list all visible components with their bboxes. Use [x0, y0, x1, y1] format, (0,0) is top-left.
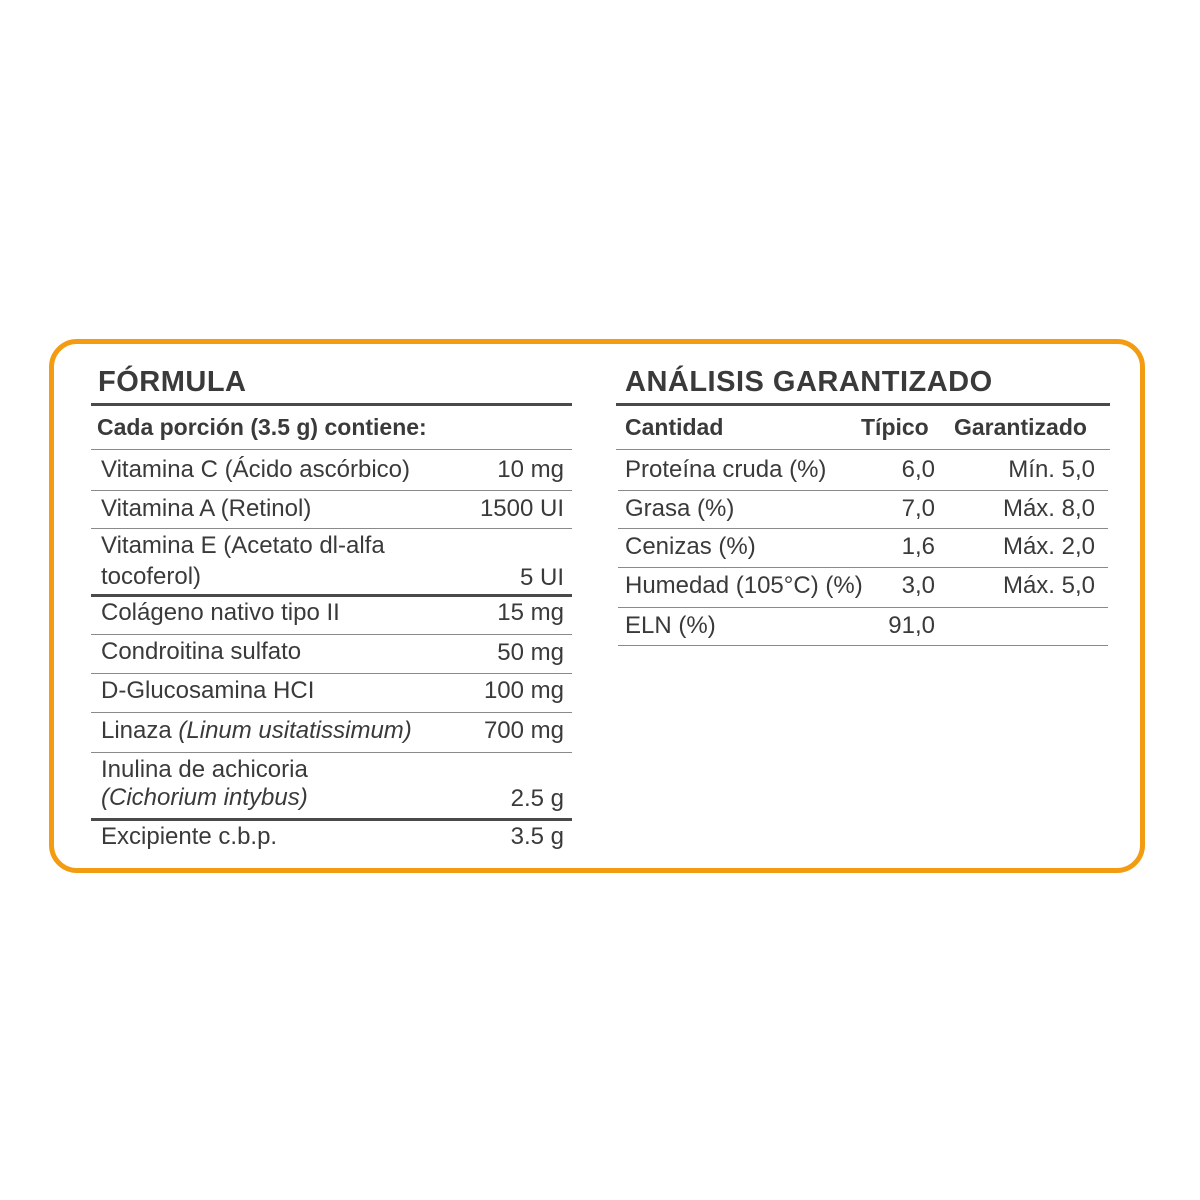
formula-row-value: 15 mg — [497, 599, 564, 626]
analysis-typical: 1,6 — [901, 533, 935, 560]
analysis-typical: 6,0 — [901, 456, 935, 483]
formula-row-value: 700 mg — [483, 717, 564, 744]
formula-row-label-cont: tocoferol) — [101, 563, 202, 590]
formula-title: FÓRMULA — [98, 366, 247, 398]
formula-row — [101, 532, 564, 592]
formula-row-value: 100 mg — [483, 677, 564, 704]
divider-thick — [91, 594, 572, 597]
divider — [618, 607, 1108, 608]
formula-row-label: D-Glucosamina HCI — [101, 677, 315, 704]
formula-row — [101, 495, 564, 525]
formula-row — [101, 599, 564, 629]
analysis-name: Grasa (%) — [625, 495, 735, 522]
column-header-quantity: Cantidad — [625, 414, 724, 440]
column-header-typical: Típico — [861, 414, 929, 440]
divider — [618, 490, 1108, 491]
analysis-name: ELN (%) — [625, 612, 716, 639]
formula-row — [101, 823, 564, 853]
formula-row-label: Vitamina C (Ácido ascórbico) — [101, 456, 411, 483]
formula-row-label: Inulina de achicoria — [101, 756, 308, 783]
divider — [91, 449, 572, 450]
formula-row-label-italic: (Cichorium intybus) — [101, 784, 308, 811]
formula-row-value: 1500 UI — [479, 495, 564, 522]
divider — [91, 490, 572, 491]
formula-row — [101, 677, 564, 707]
formula-row-label: Colágeno nativo tipo II — [101, 599, 340, 626]
analysis-guaranteed: Mín. 5,0 — [1008, 456, 1095, 483]
divider — [618, 567, 1108, 568]
analysis-guaranteed: Máx. 8,0 — [1002, 495, 1095, 522]
formula-row-value: 50 mg — [497, 639, 564, 666]
analysis-name: Humedad (105°C) (%) — [625, 572, 863, 599]
divider — [91, 634, 572, 635]
formula-subtitle: Cada porción (3.5 g) contiene: — [97, 414, 427, 440]
formula-row — [101, 756, 564, 816]
divider — [91, 712, 572, 713]
formula-row-label: Vitamina A (Retinol) — [101, 495, 312, 522]
divider — [618, 528, 1108, 529]
formula-row-label: Condroitina sulfato — [101, 638, 302, 665]
analysis-title: ANÁLISIS GARANTIZADO — [625, 366, 993, 398]
divider — [618, 645, 1108, 646]
formula-row-label — [101, 717, 412, 745]
analysis-typical: 7,0 — [901, 495, 935, 522]
formula-row — [101, 717, 564, 747]
formula-title-rule — [91, 403, 572, 406]
divider — [91, 673, 572, 674]
analysis-typical: 91,0 — [888, 612, 935, 639]
analysis-name: Proteína cruda (%) — [625, 456, 827, 483]
formula-row-label-italic: (Linum usitatissimum) — [178, 717, 412, 744]
column-header-guaranteed: Garantizado — [954, 414, 1087, 440]
divider — [91, 528, 572, 529]
formula-row — [101, 638, 564, 668]
divider-thick — [91, 818, 572, 821]
divider — [616, 449, 1110, 450]
formula-row-value: 5 UI — [519, 564, 564, 591]
formula-row-label: Vitamina E (Acetato dl-alfa — [101, 532, 385, 559]
formula-row-value: 3.5 g — [510, 823, 564, 850]
formula-row-value: 2.5 g — [510, 785, 564, 812]
analysis-typical: 3,0 — [901, 572, 935, 599]
formula-row — [101, 456, 564, 486]
formula-row-label: Excipiente c.b.p. — [101, 823, 278, 850]
analysis-guaranteed: Máx. 2,0 — [1002, 533, 1095, 560]
formula-row-label-plain: Linaza — [101, 717, 179, 744]
analysis-guaranteed: Máx. 5,0 — [1002, 572, 1095, 599]
analysis-name: Cenizas (%) — [625, 533, 756, 560]
formula-row-value: 10 mg — [497, 456, 564, 483]
divider — [91, 752, 572, 753]
analysis-title-rule — [616, 403, 1110, 406]
